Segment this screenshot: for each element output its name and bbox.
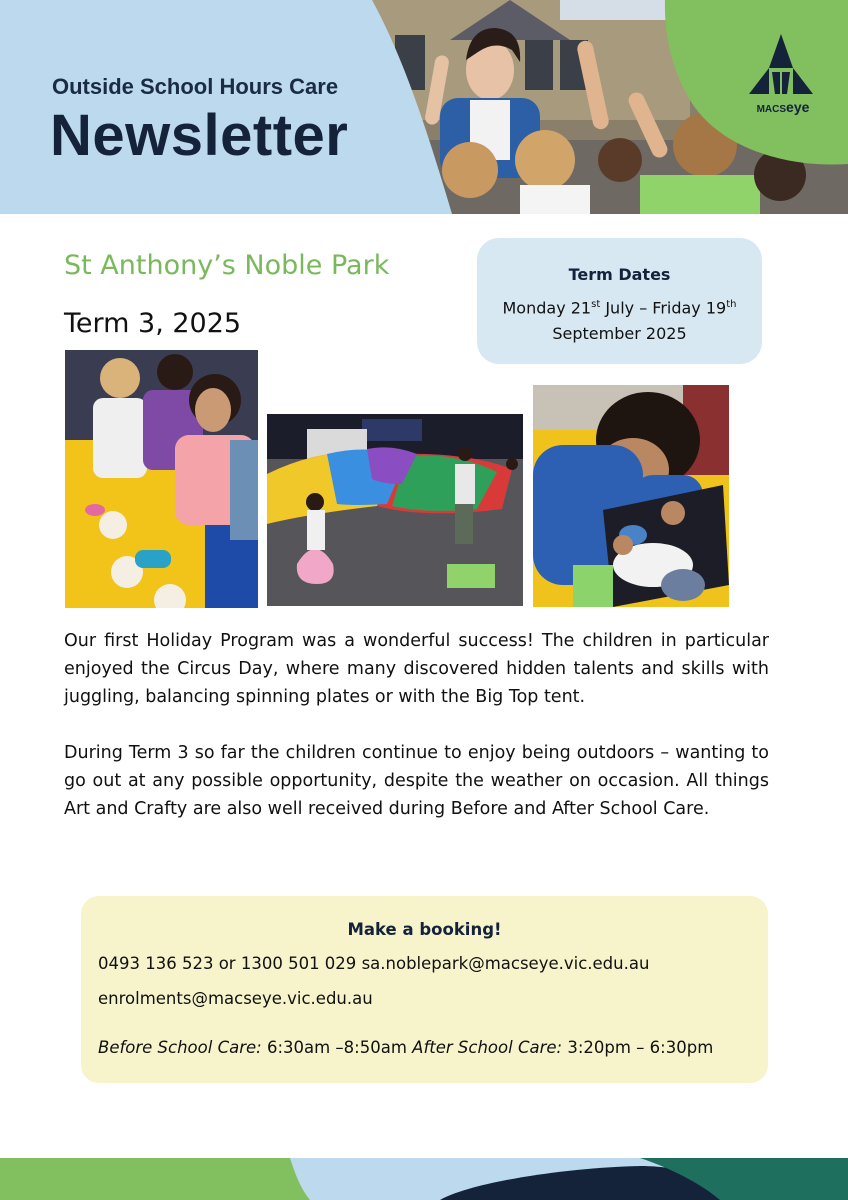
booking-title: Make a booking!: [347, 920, 502, 939]
before-care-hours: 6:30am –8:50am: [261, 1038, 413, 1057]
term-dates-line1: [477, 292, 762, 321]
term-end: July – Friday 19: [600, 298, 727, 318]
booking-contacts: [98, 954, 649, 973]
after-care-label: After School Care:: [412, 1038, 563, 1057]
term-start: Monday 21: [502, 298, 592, 318]
footer-band: [0, 1158, 848, 1200]
term-dates-line2: September 2025: [552, 324, 687, 344]
booking-box: [81, 896, 768, 1083]
term-dates-box: [477, 238, 762, 364]
header-subtitle: Outside School Hours Care: [52, 74, 339, 99]
term-end-sup: th: [726, 299, 737, 310]
enrolments-email-link[interactable]: enrolments@macseye.vic.edu.au: [98, 989, 373, 1008]
phone-numbers[interactable]: 0493 136 523 or 1300 501 029: [98, 954, 357, 973]
photo-parachute-game: [267, 414, 523, 606]
photo-children-crafting: [65, 350, 258, 608]
term-label: Term 3, 2025: [64, 308, 242, 339]
term-dates-title: Term Dates: [568, 265, 671, 284]
paragraph-holiday-program: Our first Holiday Program was a wonderful success! The children in particular enjoyed the Circus Day, where many discovered hidden talents and skills with juggling, balancing spinning plates or with the Big Top tent.: [64, 631, 769, 707]
logo-prefix: MACS: [756, 104, 787, 115]
photo-child-drawing: [533, 385, 729, 607]
before-care-label: Before School Care:: [98, 1038, 262, 1057]
term-start-sup: st: [591, 299, 601, 310]
header-banner: [0, 0, 848, 214]
school-name: St Anthony’s Noble Park: [64, 250, 390, 281]
paragraph-term3: During Term 3 so far the children continue to enjoy being outdoors – wanting to go out at any possible opportunity, despite the weather on occasion. All things Art and Crafty are also well received during Before and After School Care.: [64, 743, 769, 819]
care-hours: [98, 1038, 713, 1057]
macseye-logo-text: [748, 99, 818, 115]
school-email-link[interactable]: sa.noblepark@macseye.vic.edu.au: [361, 954, 650, 973]
logo-name: eye: [786, 99, 810, 115]
after-care-hours: 3:20pm – 6:30pm: [562, 1038, 714, 1057]
macseye-logo-icon: [745, 32, 817, 96]
newsletter-title: Newsletter: [50, 103, 349, 168]
